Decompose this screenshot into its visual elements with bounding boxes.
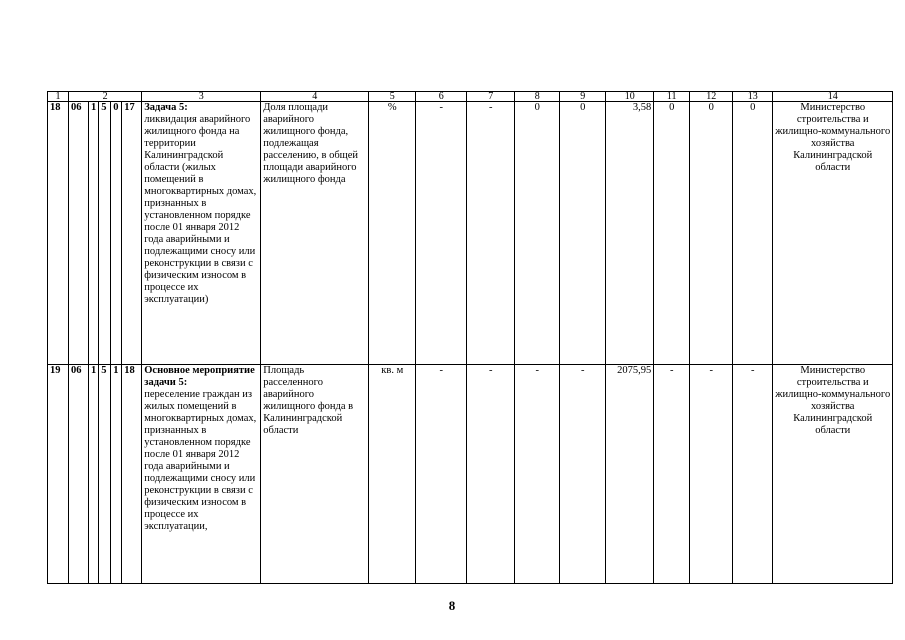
value-cell: - <box>560 365 606 584</box>
value-cell: - <box>654 365 690 584</box>
code-cell: 0 <box>111 102 122 365</box>
header-cell: 14 <box>773 92 893 102</box>
header-cell: 13 <box>733 92 773 102</box>
indicator-cell: Доля площади аварийного жилищного фонда, подлежащая расселению, в общей площади аварийного жилищного фонда <box>261 102 369 365</box>
value-cell: - <box>416 102 467 365</box>
value-cell: 3,58 <box>606 102 654 365</box>
value-cell: 0 <box>515 102 560 365</box>
task-title: Задача 5: <box>144 102 188 113</box>
code-cell: 5 <box>99 365 111 584</box>
table-row <box>48 102 893 365</box>
value-cell: 2075,95 <box>606 365 654 584</box>
header-cell: 7 <box>467 92 515 102</box>
value-cell: - <box>416 365 467 584</box>
header-cell: 5 <box>369 92 416 102</box>
value-cell: 0 <box>690 102 733 365</box>
header-cell: 10 <box>606 92 654 102</box>
value-cell: - <box>467 365 515 584</box>
header-cell: 3 <box>142 92 261 102</box>
page-number: 8 <box>448 598 456 613</box>
unit-cell: % <box>369 102 416 365</box>
programme-table <box>47 91 893 584</box>
task-text: переселение граждан из жилых помещений в многоквартирных домах, признанных в установленном порядке после 01 января 2012 года аварийными и подлежащими сносу или реконструкции в связи с физическим износом в процессе их эксплуатации, <box>144 389 257 532</box>
responsible-cell: Министерство строительства и жилищно-коммунального хозяйства Калининградской области <box>773 102 893 365</box>
code-cell: 1 <box>89 365 99 584</box>
header-cell: 4 <box>261 92 369 102</box>
row-number: 18 <box>48 102 69 365</box>
table-row <box>48 365 893 584</box>
task-description <box>142 365 261 584</box>
header-cell: 11 <box>654 92 690 102</box>
value-cell: - <box>690 365 733 584</box>
value-cell: 0 <box>654 102 690 365</box>
task-title: Основное мероприятие задачи 5: <box>144 365 255 388</box>
task-text: ликвидация аварийного жилищного фонда на территории Калининградской области (жилых помещений в многоквартирных домах, признанных в установленном порядке после 01 января 2012 года аварийными и подлежащими сносу или реконструкции в связи с физическим износом в процессе их эксплуатации) <box>144 114 257 305</box>
task-description <box>142 102 261 365</box>
header-cell: 6 <box>416 92 467 102</box>
code-cell: 17 <box>122 102 142 365</box>
code-cell: 1 <box>89 102 99 365</box>
code-cell: 18 <box>122 365 142 584</box>
value-cell: 0 <box>733 102 773 365</box>
row-number: 19 <box>48 365 69 584</box>
indicator-cell: Площадь расселенного аварийного жилищного фонда в Калининградской области <box>261 365 369 584</box>
code-cell: 5 <box>99 102 111 365</box>
value-cell: 0 <box>560 102 606 365</box>
code-cell: 1 <box>111 365 122 584</box>
header-cell: 9 <box>560 92 606 102</box>
value-cell: - <box>467 102 515 365</box>
code-cell: 06 <box>69 365 89 584</box>
header-cell: 12 <box>690 92 733 102</box>
header-cell: 8 <box>515 92 560 102</box>
header-cell: 1 <box>48 92 69 102</box>
code-cell: 06 <box>69 102 89 365</box>
value-cell: - <box>515 365 560 584</box>
header-row <box>48 92 893 102</box>
value-cell: - <box>733 365 773 584</box>
header-cell: 2 <box>69 92 142 102</box>
unit-cell: кв. м <box>369 365 416 584</box>
responsible-cell: Министерство строительства и жилищно-коммунального хозяйства Калининградской области <box>773 365 893 584</box>
